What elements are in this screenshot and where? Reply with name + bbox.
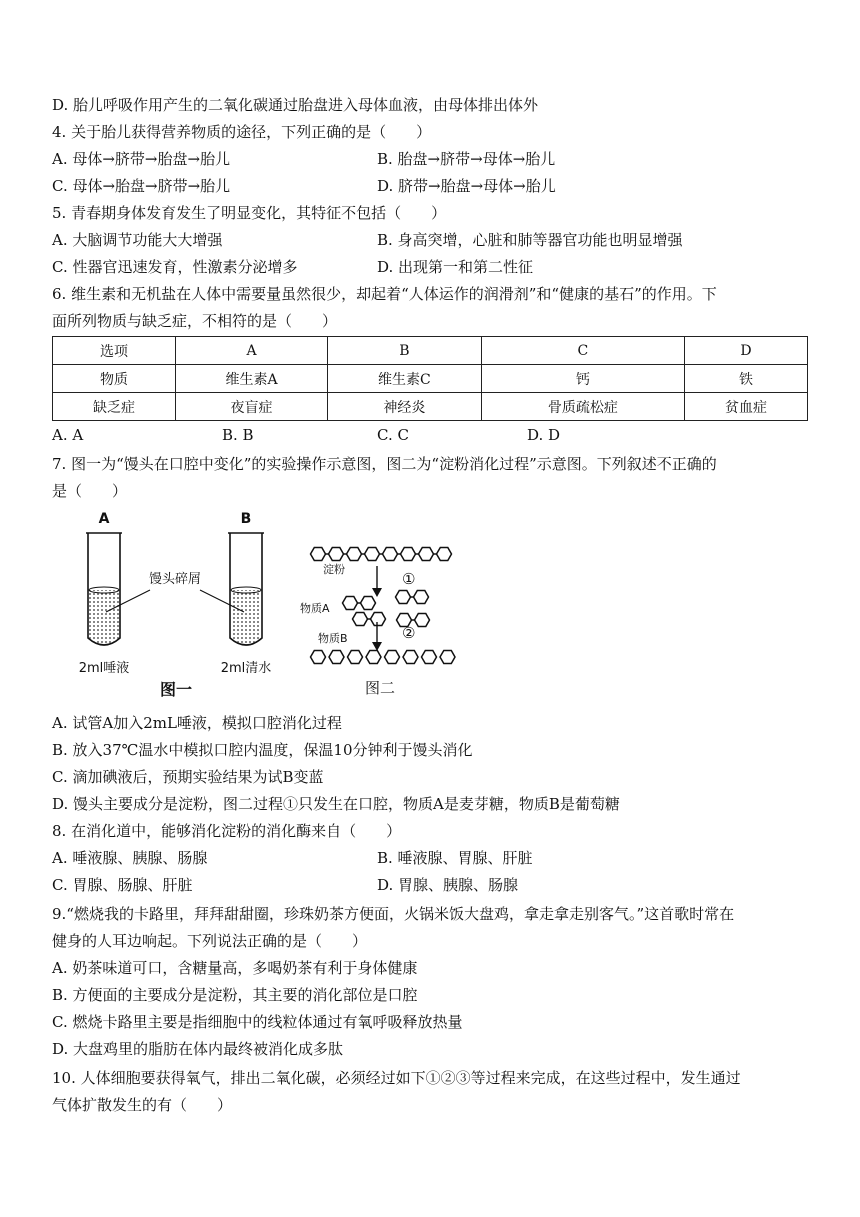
table-cell: 维生素C — [328, 365, 482, 393]
q6-stem-line2: 面所列物质与缺乏症，不相符的是（ ） — [52, 312, 338, 330]
molecule-hexagon — [385, 651, 400, 664]
q8-option-d: D. 胃腺、胰腺、肠腺 — [377, 876, 519, 894]
q9-option-d: D. 大盘鸡里的脂肪在体内最终被消化成多肽 — [52, 1040, 344, 1058]
table-cell: A — [176, 337, 328, 365]
molecule-hexagon — [403, 651, 418, 664]
table-cell: 选项 — [53, 337, 176, 365]
q4-stem: 4. 关于胎儿获得营养物质的途径，下列正确的是（ ） — [52, 123, 432, 141]
q6-option-c: C. C — [377, 426, 409, 444]
molecule-hexagon — [415, 614, 430, 627]
molecule-hexagon — [311, 548, 326, 561]
starch-chain — [311, 548, 452, 561]
test-tube-b — [228, 511, 264, 645]
molecule-hexagon — [329, 548, 344, 561]
molecule-hexagon — [440, 651, 455, 664]
q7-stem-line2: 是（ ） — [52, 482, 128, 500]
table-cell: 钙 — [481, 365, 684, 393]
tube-b-content-label: 2ml清水 — [220, 661, 272, 676]
molecule-hexagon — [419, 548, 434, 561]
q6-option-b: B. B — [222, 426, 254, 444]
molecule-hexagon — [383, 548, 398, 561]
molecule-hexagon — [414, 591, 429, 604]
substance-a-molecules — [343, 591, 430, 627]
q9-stem-line1: 9.“燃烧我的卡路里，拜拜甜甜圈，珍珠奶茶方便面，火锅米饭大盘鸡，拿走拿走别客气。”这首歌时常在 — [52, 905, 735, 923]
q6-option-d: D. D — [527, 426, 561, 444]
q7-option-b: B. 放入37℃温水中模拟口腔内温度，保温10分钟利于馒头消化 — [52, 741, 473, 759]
q7-option-d: D. 馒头主要成分是淀粉，图二过程①只发生在口腔，物质A是麦芽糖，物质B是葡萄糖 — [52, 795, 620, 813]
q10-stem-line2: 气体扩散发生的有（ ） — [52, 1096, 233, 1114]
molecule-hexagon — [366, 651, 381, 664]
molecule-hexagon — [348, 651, 363, 664]
substance-b-molecules — [311, 651, 456, 664]
q8-option-a: A. 唾液腺、胰腺、肠腺 — [52, 849, 208, 867]
q8-option-c: C. 胃腺、肠腺、肝脏 — [52, 876, 193, 894]
table-cell: 缺乏症 — [53, 393, 176, 421]
q5-option-c: C. 性器官迅速发育，性激素分泌增多 — [52, 258, 298, 276]
molecule-hexagon — [329, 651, 344, 664]
tube-b-letter: B — [240, 511, 252, 527]
figure-2-caption: 图二 — [364, 679, 396, 697]
table-cell: 夜盲症 — [176, 393, 328, 421]
q5-stem: 5. 青春期身体发育发生了明显变化，其特征不包括（ ） — [52, 204, 447, 222]
q6-stem-line1: 6. 维生素和无机盐在人体中需要量虽然很少，却起着“人体运作的润滑剂”和“健康的基石”的作用。下 — [52, 285, 717, 303]
q9-option-b: B. 方便面的主要成分是淀粉，其主要的消化部位是口腔 — [52, 986, 418, 1004]
q8-stem: 8. 在消化道中，能够消化淀粉的消化酶来自（ ） — [52, 822, 402, 840]
q4-option-d: D. 脐带→胎盘→母体→胎儿 — [377, 177, 556, 195]
test-tube-a — [86, 511, 122, 645]
q4-option-c: C. 母体→胎盘→脐带→胎儿 — [52, 177, 231, 195]
q10-stem-line1: 10. 人体细胞要获得氧气，排出二氧化碳，必须经过如下①②③等过程来完成，在这些过程中，发生通过 — [52, 1069, 741, 1087]
table-cell: 铁 — [684, 365, 807, 393]
molecule-hexagon — [347, 548, 362, 561]
q6-option-a: A. A — [52, 426, 84, 444]
molecule-hexagon — [371, 613, 386, 626]
table-cell: C — [481, 337, 684, 365]
molecule-hexagon — [396, 591, 411, 604]
table-cell: 物质 — [53, 365, 176, 393]
molecule-hexagon — [437, 548, 452, 561]
molecule-hexagon — [311, 651, 326, 664]
q4-option-b: B. 胎盘→脐带→母体→胎儿 — [377, 150, 556, 168]
table-cell: D — [684, 337, 807, 365]
q9-stem-line2: 健身的人耳边响起。下列说法正确的是（ ） — [52, 932, 368, 950]
substance-b-label: 物质B — [318, 632, 348, 645]
q3-option-d: D. 胎儿呼吸作用产生的二氧化碳通过胎盘进入母体血液，由母体排出体外 — [52, 96, 539, 114]
molecule-hexagon — [401, 548, 416, 561]
q5-option-d: D. 出现第一和第二性征 — [377, 258, 534, 276]
q8-option-b: B. 唾液腺、胃腺、肝脏 — [377, 849, 533, 867]
q5-option-a: A. 大脑调节功能大大增强 — [52, 231, 223, 249]
q7-option-c: C. 滴加碘液后，预期实验结果为试B变蓝 — [52, 768, 324, 786]
table-cell: 维生素A — [176, 365, 328, 393]
substance-a-label: 物质A — [300, 602, 330, 615]
molecule-hexagon — [422, 651, 437, 664]
molecule-hexagon — [365, 548, 380, 561]
step-1-label: ① — [402, 570, 416, 588]
starch-label: 淀粉 — [323, 563, 345, 576]
table-cell: 神经炎 — [328, 393, 482, 421]
q7-option-a: A. 试管A加入2mL唾液，模拟口腔消化过程 — [52, 714, 342, 732]
table-cell: 贫血症 — [684, 393, 807, 421]
table-cell: B — [328, 337, 482, 365]
molecule-hexagon — [361, 597, 376, 610]
step-2-label: ② — [402, 624, 416, 642]
tube-a-letter: A — [98, 511, 110, 527]
q9-option-c: C. 燃烧卡路里主要是指细胞中的线粒体通过有氧呼吸释放热量 — [52, 1013, 463, 1031]
molecule-hexagon — [353, 613, 368, 626]
q5-option-b: B. 身高突增，心脏和肺等器官功能也明显增强 — [377, 231, 683, 249]
crumbs-label: 馒头碎屑 — [148, 572, 202, 587]
tube-a-content-label: 2ml唾液 — [78, 661, 130, 676]
figure-1-caption: 图一 — [159, 680, 193, 699]
q7-stem-line1: 7. 图一为“馒头在口腔中变化”的实验操作示意图，图二为“淀粉消化过程”示意图。下列叙述不正确的 — [52, 455, 717, 473]
table-cell: 骨质疏松症 — [481, 393, 684, 421]
q4-option-a: A. 母体→脐带→胎盘→胎儿 — [52, 150, 231, 168]
q9-option-a: A. 奶茶味道可口，含糖量高，多喝奶茶有利于身体健康 — [52, 959, 418, 977]
molecule-hexagon — [343, 597, 358, 610]
